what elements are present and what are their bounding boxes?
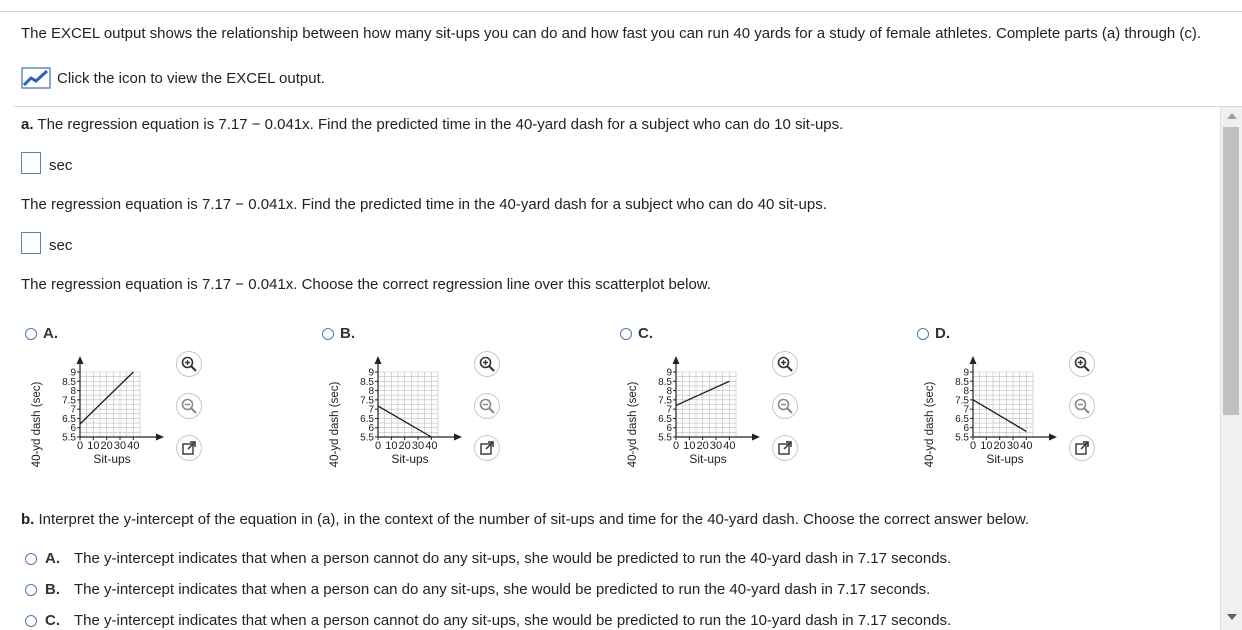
y-tick-label: 6 [666, 423, 672, 435]
unit-label-1: sec [49, 157, 73, 174]
x-tick-label: 10 [87, 440, 100, 452]
y-tick-label: 8.5 [62, 376, 76, 388]
y-tick-label: 6.5 [658, 413, 672, 425]
zoom-out-icon [478, 397, 496, 415]
x-tick-label: 20 [398, 440, 411, 452]
radio-icon[interactable] [25, 553, 37, 565]
zoom-in-button-b[interactable] [474, 351, 500, 377]
option-letter: A. [45, 550, 60, 567]
popout-button-a[interactable] [176, 435, 202, 461]
y-tick-label: 9 [963, 367, 969, 379]
zoom-out-button-c[interactable] [772, 393, 798, 419]
zoom-in-icon [180, 355, 198, 373]
part-b-letter: b. [21, 511, 35, 528]
y-tick-label: 5.5 [360, 432, 374, 444]
part-b-question [21, 511, 1029, 528]
popout-button-d[interactable] [1069, 435, 1095, 461]
x-axis-label: Sit-ups [986, 452, 1024, 466]
part-b-option-b[interactable] [25, 581, 930, 598]
y-axis-arrow [77, 356, 84, 364]
y-tick-label: 7 [70, 404, 76, 416]
y-tick-label: 6.5 [62, 413, 76, 425]
y-tick-label: 6.5 [955, 413, 969, 425]
option-b-label: B. [340, 325, 355, 342]
zoom-in-icon [1073, 355, 1091, 373]
x-tick-label: 40 [425, 440, 438, 452]
x-tick-label: 0 [76, 440, 84, 452]
y-axis-label: 40-yd dash (sec) [924, 381, 936, 468]
zoom-out-button-b[interactable] [474, 393, 500, 419]
option-a-radio[interactable] [25, 325, 58, 342]
x-tick-label: 30 [709, 440, 723, 452]
zoom-in-button-c[interactable] [772, 351, 798, 377]
y-axis-arrow [673, 356, 680, 364]
x-tick-label: 20 [100, 440, 113, 452]
y-tick-label: 9 [368, 367, 374, 379]
y-tick-label: 6.5 [360, 413, 374, 425]
answer-input-10-situps[interactable] [21, 152, 41, 174]
chart-b [326, 350, 466, 480]
x-axis-label: Sit-ups [689, 452, 727, 466]
y-tick-label: 8.5 [658, 376, 672, 388]
y-tick-label: 6 [963, 423, 969, 435]
y-tick-label: 8 [666, 386, 672, 398]
x-tick-label: 40 [1020, 440, 1033, 452]
radio-icon[interactable] [322, 328, 334, 340]
part-b-option-a[interactable] [25, 550, 951, 567]
y-tick-label: 9 [666, 367, 672, 379]
zoom-in-button-a[interactable] [176, 351, 202, 377]
external-link-icon [1074, 440, 1090, 456]
y-tick-label: 8 [963, 386, 969, 398]
radio-icon[interactable] [25, 584, 37, 596]
y-tick-label: 8 [368, 386, 374, 398]
y-axis-label: 40-yd dash (sec) [627, 381, 639, 468]
scroll-up-arrow-icon[interactable] [1227, 113, 1237, 119]
part-a-question-1 [21, 116, 843, 133]
x-axis-label: Sit-ups [391, 452, 429, 466]
part-a-question-2: The regression equation is 7.17 − 0.041x. Find the predicted time in the 40-yard dash for a subject who can do 40 sit-ups. [21, 196, 827, 213]
x-tick-label: 20 [993, 440, 1006, 452]
x-tick-label: 30 [1006, 440, 1020, 452]
y-tick-label: 6 [70, 423, 76, 435]
x-axis-arrow [752, 434, 760, 441]
y-tick-label: 5.5 [955, 432, 969, 444]
popout-button-c[interactable] [772, 435, 798, 461]
y-axis-arrow [375, 356, 382, 364]
zoom-out-button-d[interactable] [1069, 393, 1095, 419]
radio-icon[interactable] [917, 328, 929, 340]
excel-link-label[interactable]: Click the icon to view the EXCEL output. [57, 69, 325, 87]
y-tick-label: 7.5 [62, 395, 76, 407]
x-axis-arrow [454, 434, 462, 441]
answer-input-40-situps[interactable] [21, 232, 41, 254]
external-link-icon [479, 440, 495, 456]
vertical-scrollbar[interactable] [1220, 107, 1242, 630]
part-b-question-text: Interpret the y-intercept of the equation in (a), in the context of the number of sit-ups and time for the 40-yard dash. Choose the correct answer below. [38, 511, 1030, 528]
zoom-out-icon [180, 397, 198, 415]
radio-icon[interactable] [620, 328, 632, 340]
zoom-in-button-d[interactable] [1069, 351, 1095, 377]
option-text: The y-intercept indicates that when a person cannot do any sit-ups, she would be predicted to run the 10-yard dash in 7.17 seconds. [74, 612, 952, 629]
x-axis-arrow [1049, 434, 1057, 441]
y-tick-label: 6 [368, 423, 374, 435]
option-c-label: C. [638, 325, 653, 342]
x-axis-label: Sit-ups [93, 452, 131, 466]
option-letter: B. [45, 581, 60, 598]
y-tick-label: 9 [70, 367, 76, 379]
chart-c [624, 350, 764, 480]
y-tick-label: 7.5 [658, 395, 672, 407]
x-tick-label: 0 [672, 440, 680, 452]
option-d-radio[interactable] [917, 325, 950, 342]
radio-icon[interactable] [25, 615, 37, 627]
zoom-out-icon [1073, 397, 1091, 415]
x-tick-label: 10 [683, 440, 696, 452]
x-tick-label: 10 [980, 440, 993, 452]
option-b-radio[interactable] [322, 325, 355, 342]
x-tick-label: 0 [969, 440, 977, 452]
y-tick-label: 7 [368, 404, 374, 416]
external-link-icon [777, 440, 793, 456]
option-a-label: A. [43, 325, 58, 342]
chart-a [28, 350, 168, 480]
option-d-label: D. [935, 325, 950, 342]
y-tick-label: 8.5 [360, 376, 374, 388]
x-tick-label: 10 [385, 440, 398, 452]
x-tick-label: 30 [411, 440, 425, 452]
y-tick-label: 5.5 [62, 432, 76, 444]
excel-output-link[interactable] [21, 67, 325, 89]
option-letter: C. [45, 612, 60, 629]
unit-label-2: sec [49, 237, 73, 254]
scroll-down-arrow-icon[interactable] [1227, 614, 1237, 620]
x-tick-label: 0 [374, 440, 382, 452]
y-tick-label: 8 [70, 386, 76, 398]
part-a-question-3: The regression equation is 7.17 − 0.041x. Choose the correct regression line over this scatterplot below. [21, 276, 711, 293]
zoom-out-button-a[interactable] [176, 393, 202, 419]
y-tick-label: 8.5 [955, 376, 969, 388]
x-tick-label: 30 [113, 440, 127, 452]
zoom-out-icon [776, 397, 794, 415]
x-axis-arrow [156, 434, 164, 441]
y-tick-label: 7.5 [360, 395, 374, 407]
part-a-q1-text: The regression equation is 7.17 − 0.041x. Find the predicted time in the 40-yard dash for a subject who can do 10 sit-ups. [37, 116, 844, 133]
y-tick-label: 5.5 [658, 432, 672, 444]
scrollbar-thumb[interactable] [1223, 127, 1239, 415]
zoom-in-icon [776, 355, 794, 373]
y-tick-label: 7 [963, 404, 969, 416]
excel-chart-icon[interactable] [21, 67, 51, 89]
popout-button-b[interactable] [474, 435, 500, 461]
x-tick-label: 20 [696, 440, 709, 452]
radio-icon[interactable] [25, 328, 37, 340]
top-divider [0, 11, 1242, 12]
question-scroll-area [0, 107, 1220, 630]
y-axis-label: 40-yd dash (sec) [31, 381, 43, 468]
y-tick-label: 7.5 [955, 395, 969, 407]
part-a-letter: a. [21, 116, 34, 133]
part-b-option-c[interactable] [25, 612, 951, 629]
chart-d [921, 350, 1061, 480]
y-axis-label: 40-yd dash (sec) [329, 381, 341, 468]
option-text: The y-intercept indicates that when a person can do any sit-ups, she would be predicted to run the 40-yard dash in 7.17 seconds. [74, 581, 931, 598]
y-axis-arrow [970, 356, 977, 364]
zoom-in-icon [478, 355, 496, 373]
option-c-radio[interactable] [620, 325, 653, 342]
external-link-icon [181, 440, 197, 456]
x-tick-label: 40 [723, 440, 736, 452]
y-tick-label: 7 [666, 404, 672, 416]
intro-text: The EXCEL output shows the relationship between how many sit-ups you can do and how fast you can run 40 yards for a study of female athletes. Complete parts (a) through (c). [21, 25, 1202, 42]
option-text: The y-intercept indicates that when a person cannot do any sit-ups, she would be predicted to run the 40-yard dash in 7.17 seconds. [74, 550, 952, 567]
x-tick-label: 40 [127, 440, 140, 452]
